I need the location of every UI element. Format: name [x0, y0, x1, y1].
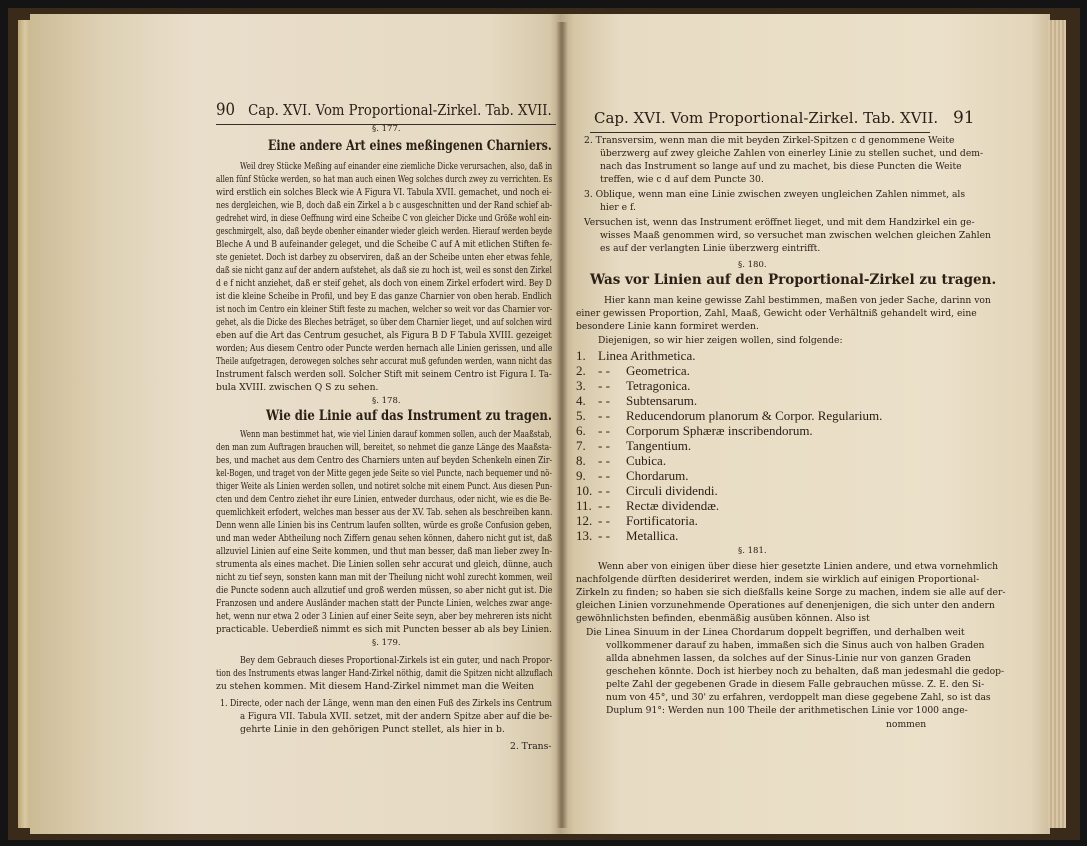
text-line: es auf der verlangten Linie überzwerg eintrifft. — [600, 243, 821, 254]
text-line: quemlichkeit erfodert, welches man besser aus der XV. Tab. sehen als beschreiben kann. — [216, 507, 553, 518]
text-line: gewöhnlichsten befinden, ebenmäßig ausüben können. Also ist — [576, 613, 870, 624]
text-line: vollkommener darauf zu haben, immaßen sich die Sinus auch von halben Graden — [606, 640, 985, 651]
text-line: 2. Transversim, wenn man die mit beyden Zirkel-Spitzen c d genommene Weite — [584, 135, 955, 146]
section-181-number: §. 181. — [738, 546, 767, 556]
section-177-number: §. 177. — [372, 124, 401, 134]
text-line: 3. Oblique, wenn man eine Linie zwischen zweyen ungleichen Zahlen nimmet, als — [584, 189, 966, 200]
text-line: nicht zu tief seyn, sonsten kann man mit der Theilung nicht wohl zurecht kommen, weil — [216, 572, 553, 583]
text-line: Theile aufgetragen, derowegen solches sehr accurat muß gefunden werden, wann nicht das — [216, 356, 552, 367]
text-line: kel-Bogen, und traget von der Mitte gegen jede Seite so viel Puncte, nach bequemer und nö- — [216, 468, 552, 479]
left-running-head — [216, 100, 552, 120]
section-180-number: §. 180. — [738, 260, 767, 270]
text-line: Bleche A und B aufeinander geleget, und die Scheibe C auf A mit etlichen Stiften fe- — [216, 239, 553, 250]
text-line: daß sie nicht ganz auf der andern aufstehet, als daß sie zu hoch ist, weil es sonst den Zirkel — [216, 265, 552, 276]
text-line: geschmirgelt, also, daß beyde obenher einander wieder gleich werden. Hierauf werden beyde — [216, 226, 553, 237]
list-item: 8. - - Cubica. — [576, 453, 667, 468]
text-line: gleichen Linien vorzunehmende Operationes auf denenjenigen, die sich unter den andern — [576, 600, 995, 611]
text-line: den man zum Auftragen brauchen will, bereitet, so nehmet die ganze Länge des Maaßsta- — [216, 442, 552, 453]
list-item: 13. - - Metallica. — [576, 528, 679, 543]
book-spread — [8, 8, 1080, 840]
right-page — [560, 14, 1050, 834]
text-line: nachfolgende dürften desideriret werden, indem sie wirklich auf einigen Proportional- — [576, 574, 980, 585]
text-line: Diejenigen, so wir hier zeigen wollen, sind folgende: — [598, 335, 843, 346]
text-line: und man weder Abtheilung noch Ziffern genau sehen können, dahero nicht gut ist, daß — [216, 533, 553, 544]
text-line: Duplum 91°: Werden nun 100 Theile der arithmetischen Linie vor 1000 ange- — [606, 705, 968, 716]
text-line: num von 45°, und 30' zu erfahren, verdoppelt man diese gegebene Zahl, so ist das — [606, 692, 991, 703]
text-line: nes dergleichen, wie B, doch daß ein Zirkel a b c ausgeschnitten und der Rand schief ab- — [216, 200, 553, 211]
section-179-number: §. 179. — [372, 638, 401, 648]
text-line: Versuchen ist, wenn das Instrument eröffnet lieget, und mit dem Handzirkel ein ge- — [584, 217, 975, 228]
text-line: d e f nicht anziehet, daß er steif gehet, als doch von einem Zirkel erfodert wird. Bey D — [216, 278, 552, 289]
text-line: eben auf die Art das Centrum gesuchet, als Figura B D F Tabula XVIII. gezeiget — [216, 330, 552, 341]
list-item: 10. - - Circuli dividendi. — [576, 483, 718, 498]
list-item: 4. - - Subtensarum. — [576, 393, 698, 408]
text-line: Zirkeln zu finden; so haben sie sich dießfalls keine Sorge zu machen, indem sie alle auf der- — [576, 587, 1006, 598]
text-line: Wenn man bestimmet hat, wie viel Linien darauf kommen sollen, auch der Maaßstab, — [240, 429, 552, 440]
text-line: ste genietet. Doch ist darbey zu observiren, daß an der Scheibe unten eher etwas fehle, — [216, 252, 553, 263]
text-line: besondere Linie kann formiret werden. — [576, 321, 759, 332]
list-item: 6. - - Corporum Sphæræ inscribendorum. — [576, 423, 813, 438]
list-item: 11. - - Rectæ dividendæ. — [576, 498, 720, 513]
text-line: gedrehet wird, in diese Oeffnung wird eine Scheibe C von gleicher Dicke und Größe wohl ein- — [216, 213, 552, 224]
text-line: Hier kann man keine gewisse Zahl bestimmen, maßen von jeder Sache, darinn von — [604, 295, 991, 306]
text-line: Franzosen und andere Ausländer machen statt der Puncte Linien, welches zwar ange- — [216, 598, 553, 609]
text-line: Bey dem Gebrauch dieses Proportional-Zirkels ist ein guter, und nach Propor- — [240, 655, 553, 666]
list-item: 1. Linea Arithmetica. — [576, 348, 696, 363]
text-line: worden; Aus diesem Centro oder Puncte werden hernach alle Linien gerissen, und alle — [216, 343, 553, 354]
text-line: die Puncte sodenn auch allzutief und groß werden müssen, so aber nicht gut ist. Die — [216, 585, 553, 596]
text-line: allen fünf Stücke werden, so hat man auch einen Weg solches durch zwey zu verrichten. Es — [216, 174, 553, 185]
text-line: strumenta als eines machet. Die Linien sollen sehr accurat und gleich, dünne, auch — [216, 559, 553, 570]
list-item: 7. - - Tangentium. — [576, 438, 692, 453]
text-line: wisses Maaß genommen wird, so versuchet man zwischen welchen gleichen Zahlen — [600, 230, 991, 241]
text-line: hier e f. — [600, 202, 636, 213]
text-line: geschehen könnte. Doch ist hierbey noch zu behalten, daß man jedesmahl die gedop- — [606, 666, 1005, 677]
right-running-head — [594, 108, 975, 128]
text-line: practicable. Ueberdieß nimmt es sich mit Puncten besser ab als bey Linien. — [216, 624, 552, 635]
text-line: bes, und machet aus dem Centro des Charniers unten auf beyden Schenkeln einen Zir- — [216, 455, 553, 466]
text-line: pelte Zahl der gegebenen Grade in diesem Falle gebrauchen müsse. Z. E. den Si- — [606, 679, 985, 690]
text-line: ist noch im Centro ein kleiner Stift feste zu machen, welcher so weit vor das Charnier vor- — [216, 304, 553, 315]
list-item: 12. - - Fortificatoria. — [576, 513, 698, 528]
catchword: 2. Trans- — [510, 741, 552, 752]
text-line: zu stehen kommen. Mit diesem Hand-Zirkel nimmet man die Weiten — [216, 681, 535, 692]
right-page-number: 91 — [952, 108, 975, 128]
text-line: gehrte Linie in den gehörigen Punct stellet, als hier in b. — [240, 724, 505, 735]
right-running-title: Cap. XVI. Vom Proportional-Zirkel. Tab. XVII. — [594, 109, 939, 127]
text-line: Instrument falsch werden soll. Solcher Stift mit seinem Centro ist Figura I. Ta- — [216, 369, 552, 380]
list-item: 2. - - Geometrica. — [576, 363, 690, 378]
text-line: ist die kleine Scheibe in Profil, und bey E das ganze Charnier von oben herab. Endlich — [216, 291, 552, 302]
text-line: einer gewissen Proportion, Zahl, Maaß, Gewicht oder Verhältniß gehandelt wird, eine — [576, 308, 977, 319]
text-line: a Figura VII. Tabula XVII. setzet, mit der andern Spitze aber auf die be- — [240, 711, 553, 722]
text-line: Die Linea Sinuum in der Linea Chordarum doppelt begriffen, und derhalben weit — [586, 627, 965, 638]
left-page — [30, 14, 560, 834]
section-178-number: §. 178. — [372, 396, 401, 406]
text-line: thiger Weite als Linien werden sollen, und notiret solche mit einem Punct. Aus diesen Pun- — [216, 481, 553, 492]
section-177-heading: Eine andere Art eines meßingenen Charniers. — [268, 138, 552, 154]
left-running-title: Cap. XVI. Vom Proportional-Zirkel. Tab. XVII. — [248, 101, 552, 119]
list-item: 9. - - Chordarum. — [576, 468, 689, 483]
text-line: Wenn aber von einigen über diese hier gesetzte Linien andere, und etwa vornehmlich — [598, 561, 999, 572]
text-line: bula XVIII. zwischen Q S zu sehen. — [216, 382, 379, 393]
left-page-number: 90 — [216, 100, 236, 120]
text-line: allzuviel Linien auf eine Seite kommen, und thut man besser, daß man lieber zwey In- — [216, 546, 553, 557]
text-line: nach das Instrument so lange auf und zu machet, bis diese Puncten die Weite — [600, 161, 962, 172]
text-line: 1. Directe, oder nach der Länge, wenn man den einen Fuß des Zirkels ins Centrum — [220, 698, 552, 709]
text-line: tion des Instruments etwas langer Hand-Zirkel nöthig, damit die Spitzen nicht allzuflach — [216, 668, 553, 679]
section-178-heading: Wie die Linie auf das Instrument zu tragen. — [266, 408, 552, 424]
right-page-stack — [1048, 20, 1066, 828]
right-head-rule — [590, 132, 930, 133]
text-line: Weil drey Stücke Meßing auf einander eine ziemliche Dicke verursachen, also, daß in — [240, 161, 553, 172]
catchword: nommen — [886, 719, 927, 730]
text-line: Denn wenn alle Linien bis ins Centrum laufen sollten, würde es große Confusion geben, — [216, 520, 552, 531]
text-line: treffen, wie c d auf dem Puncte 30. — [600, 174, 764, 185]
text-line: überzwerg auf zwey gleiche Zahlen von einerley Linie zu stellen suchet, und dem- — [600, 148, 984, 159]
text-line: wird erstlich ein solches Bleck wie A Figura VI. Tabula XVII. gemachet, und noch ei- — [216, 187, 552, 198]
text-line: het, wenn nur etwa 2 oder 3 Linien auf einer Seite seyn, aber bey mehreren ists nicht — [216, 611, 552, 622]
book-gutter — [556, 22, 568, 828]
text-line: gehet, als die Dicke des Bleches beträget, so über dem Charnier lieget, und auf solchen wird — [216, 317, 552, 328]
section-180-heading: Was vor Linien auf den Proportional-Zirkel zu tragen. — [590, 272, 997, 288]
list-item: 5. - - Reducendorum planorum & Corpor. Regularium. — [576, 408, 883, 423]
list-item: 3. - - Tetragonica. — [576, 378, 691, 393]
text-line: allda abnehmen lassen, da solches auf der Sinus-Linie nur von ganzen Graden — [606, 653, 971, 664]
text-line: cten und dem Centro ziehet ihr eure Linien, entweder durchaus, oder nicht, wie es die Be- — [216, 494, 552, 505]
